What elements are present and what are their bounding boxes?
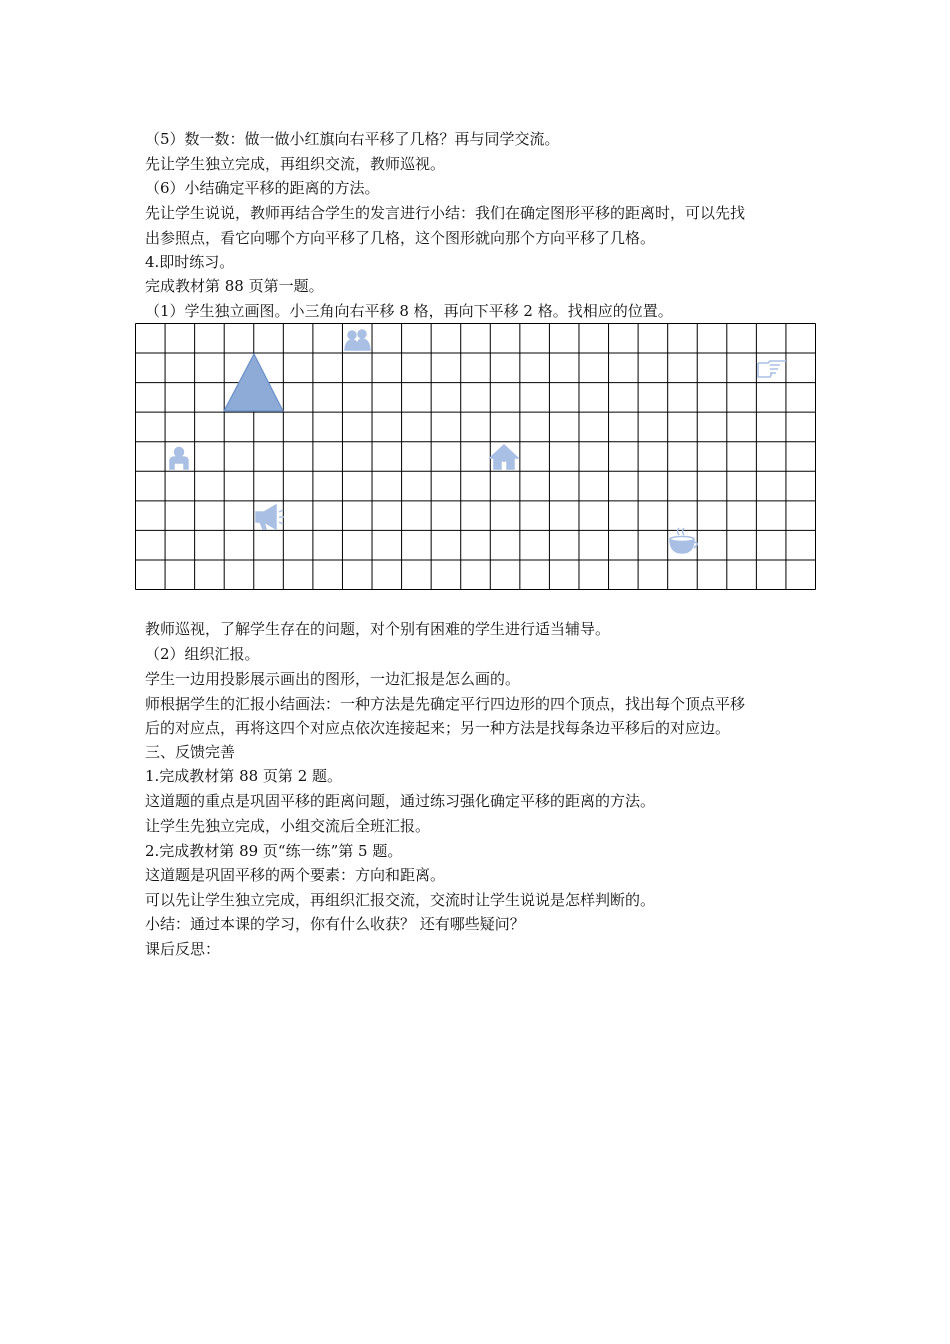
text-line-13: 后的对应点，再将这四个对应点依次连接起来；另一种方法是找每条边平移后的对应边。 (145, 719, 731, 737)
text-line-8: （1）学生独立画图。小三角向右平移 8 格，再向下平移 2 格。找相应的位置。 (145, 302, 673, 320)
text-line-10: （2）组织汇报。 (145, 645, 260, 663)
text-line-18: 2.完成教材第 89 页“练一练”第 5 题。 (145, 842, 403, 860)
translation-grid (135, 323, 816, 590)
text-line-2: 先让学生独立完成，再组织交流，教师巡视。 (145, 155, 446, 173)
text-line-1: （5）数一数：做一做小红旗向右平移了几格？再与同学交流。 (145, 130, 560, 148)
teacup-icon (670, 528, 697, 553)
text-line-21: 小结：通过本课的学习，你有什么收获？ 还有哪些疑问？ (145, 915, 525, 933)
text-line-16: 这道题的重点是巩固平移的距离问题，通过练习强化确定平移的距离的方法。 (145, 792, 656, 810)
text-line-22: 课后反思： (145, 940, 221, 958)
section-heading: 三、反馈完善 (145, 743, 236, 761)
grid-lines (136, 324, 816, 590)
people-icon (345, 330, 370, 350)
text-line-9: 教师巡视，了解学生存在的问题，对个别有困难的学生进行适当辅导。 (145, 620, 611, 638)
text-line-5: 出参照点，看它向哪个方向平移了几格，这个图形就向那个方向平移了几格。 (145, 229, 656, 247)
megaphone-icon (256, 505, 284, 529)
text-line-15: 1.完成教材第 88 页第 2 题。 (145, 767, 343, 785)
person-icon (170, 448, 188, 470)
text-line-4: 先让学生说说，教师再结合学生的发言进行小结：我们在确定图形平移的距离时，可以先找 (145, 204, 746, 222)
pointing-hand-icon (758, 361, 786, 377)
text-line-12: 师根据学生的汇报小结画法：一种方法是先确定平行四边形的四个顶点，找出每个顶点平移 (145, 695, 746, 713)
text-line-6: 4.即时练习。 (145, 253, 235, 271)
text-line-20: 可以先让学生独立完成，再组织汇报交流，交流时让学生说说是怎样判断的。 (145, 891, 656, 909)
text-line-11: 学生一边用投影展示画出的图形，一边汇报是怎么画的。 (145, 670, 521, 688)
text-line-7: 完成教材第 88 页第一题。 (145, 277, 324, 295)
text-line-19: 这道题是巩固平移的两个要素：方向和距离。 (145, 866, 446, 884)
text-line-17: 让学生先独立完成，小组交流后全班汇报。 (145, 817, 431, 835)
home-icon (490, 445, 518, 469)
text-line-3: （6）小结确定平移的距离的方法。 (145, 179, 380, 197)
